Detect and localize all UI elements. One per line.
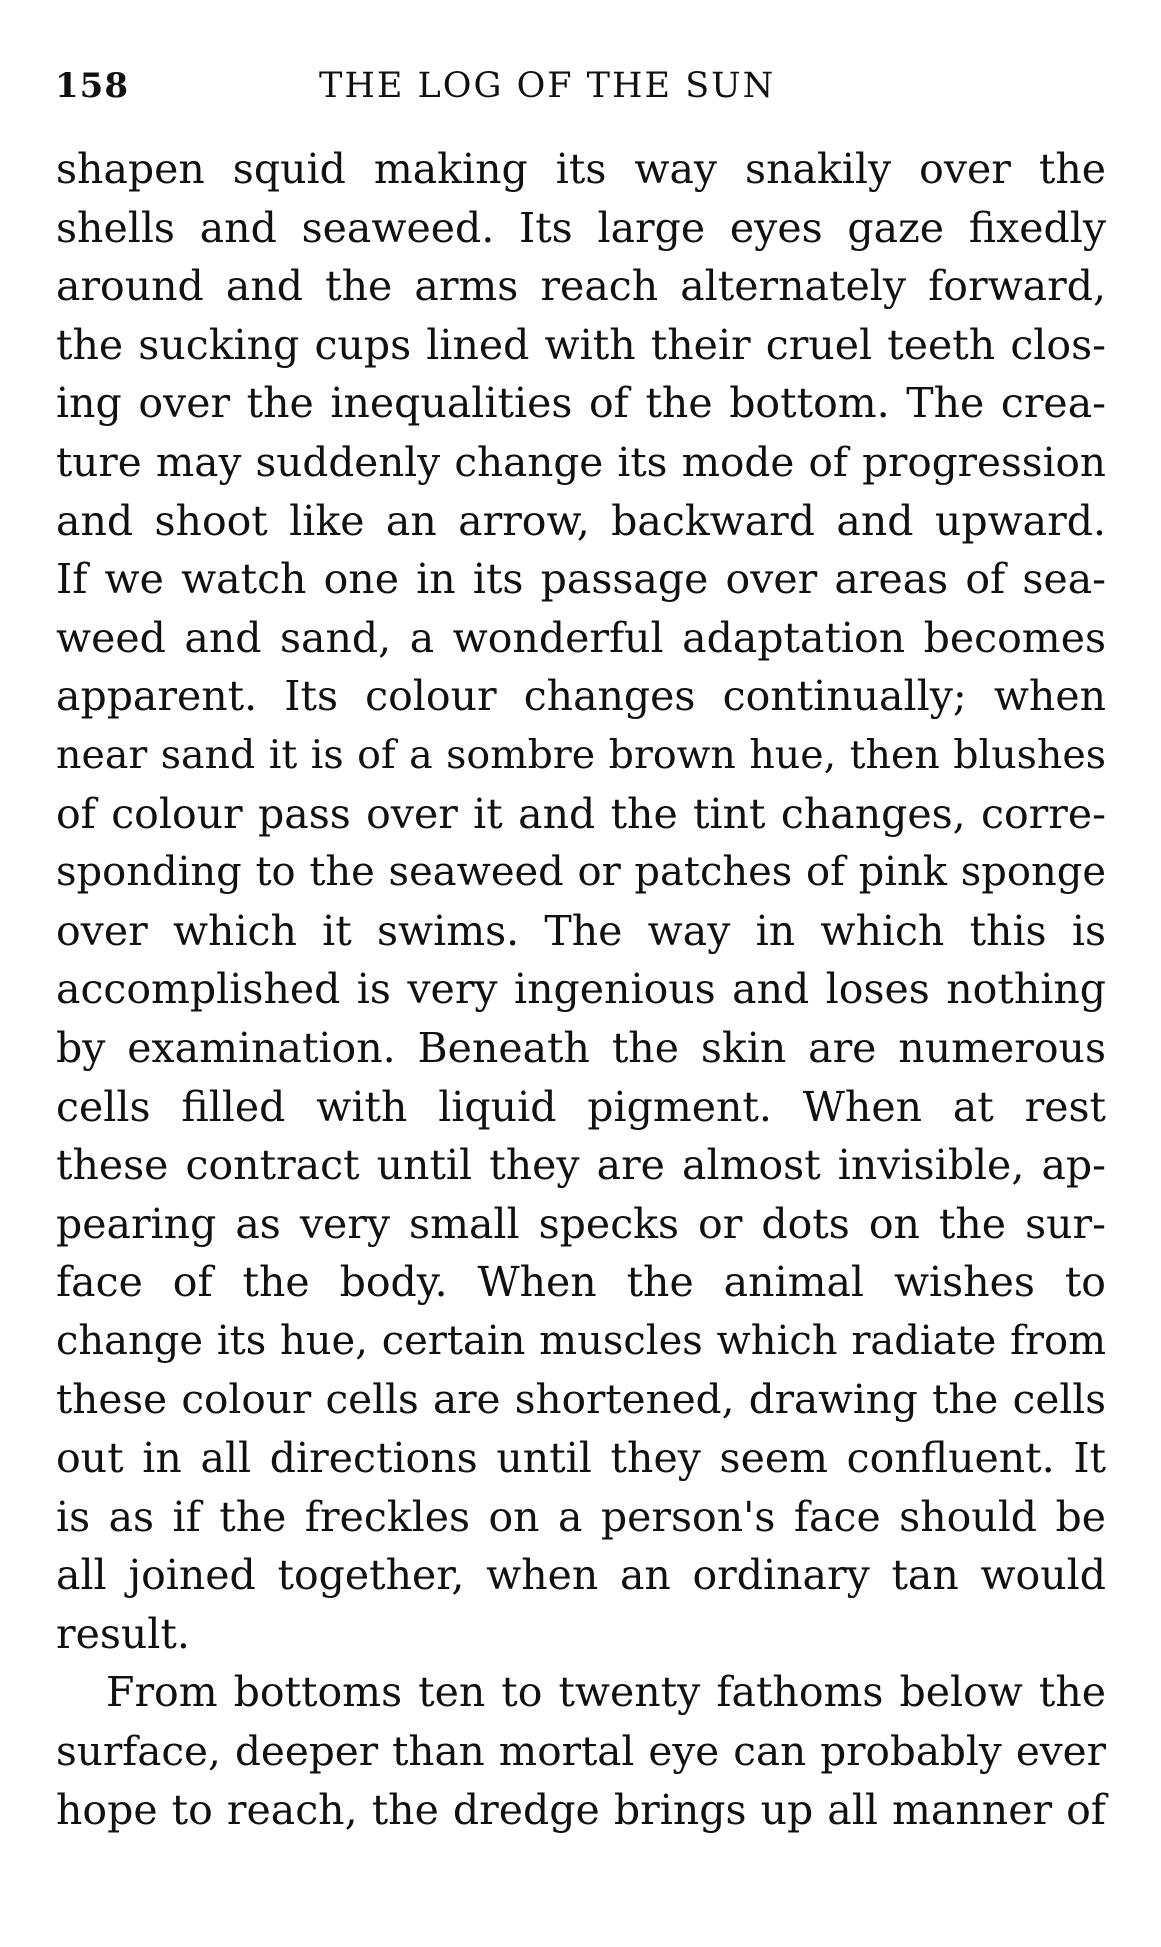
text-line: sponding to the seaweed or patches of pink sponge: [56, 849, 1106, 896]
running-head: [55, 66, 1105, 126]
text-line: of colour pass over it and the tint changes, corre-: [56, 789, 1106, 838]
text-line: and shoot like an arrow, backward and upward.: [56, 496, 1106, 545]
text-line: ture may suddenly change its mode of progression: [56, 437, 1106, 486]
text-line: surface, deeper than mortal eye can probably ever: [56, 1727, 1106, 1776]
text-line: If we watch one in its passage over areas of sea-: [56, 555, 1106, 604]
text-line: face of the body. When the animal wishes to: [56, 1258, 1106, 1307]
text-line: accomplished is very ingenious and loses nothing: [56, 965, 1106, 1014]
body-text: [56, 140, 1106, 1839]
text-line: shells and seaweed. Its large eyes gaze fixedly: [56, 203, 1106, 252]
text-line: near sand it is of a sombre brown hue, then blushes: [56, 731, 1106, 778]
text-line: these contract until they are almost invisible, ap-: [56, 1141, 1106, 1190]
text-line: From bottoms ten to twenty fathoms below the: [106, 1668, 1106, 1717]
paragraph-1: [56, 140, 1106, 1663]
text-line: the sucking cups lined with their cruel teeth clos-: [56, 320, 1106, 369]
text-line: all joined together, when an ordinary tan would: [56, 1551, 1106, 1600]
text-line: hope to reach, the dredge brings up all manner of: [56, 1785, 1106, 1834]
text-line: result.: [56, 1609, 190, 1658]
text-line: apparent. Its colour changes continually; when: [56, 672, 1106, 721]
text-line: out in all directions until they seem confluent. It: [56, 1434, 1106, 1483]
text-line: pearing as very small specks or dots on the sur-: [56, 1199, 1106, 1248]
page-number: 158: [55, 66, 129, 106]
text-line: these colour cells are shortened, drawing the cells: [56, 1375, 1106, 1424]
text-line: weed and sand, a wonderful adaptation becomes: [56, 613, 1106, 662]
text-line: over which it swims. The way in which this is: [56, 906, 1106, 955]
text-line: change its hue, certain muscles which radiate from: [56, 1317, 1106, 1364]
text-line: around and the arms reach alternately forward,: [56, 262, 1106, 311]
text-line: ing over the inequalities of the bottom. The crea-: [56, 379, 1106, 428]
text-line: by examination. Beneath the skin are numerous: [56, 1023, 1106, 1072]
paragraph-2: [56, 1663, 1106, 1839]
text-line: cells filled with liquid pigment. When at rest: [56, 1082, 1106, 1131]
running-title: THE LOG OF THE SUN: [319, 66, 776, 106]
text-line: shapen squid making its way snakily over the: [56, 145, 1106, 193]
text-line: is as if the freckles on a person's face should be: [56, 1492, 1106, 1541]
